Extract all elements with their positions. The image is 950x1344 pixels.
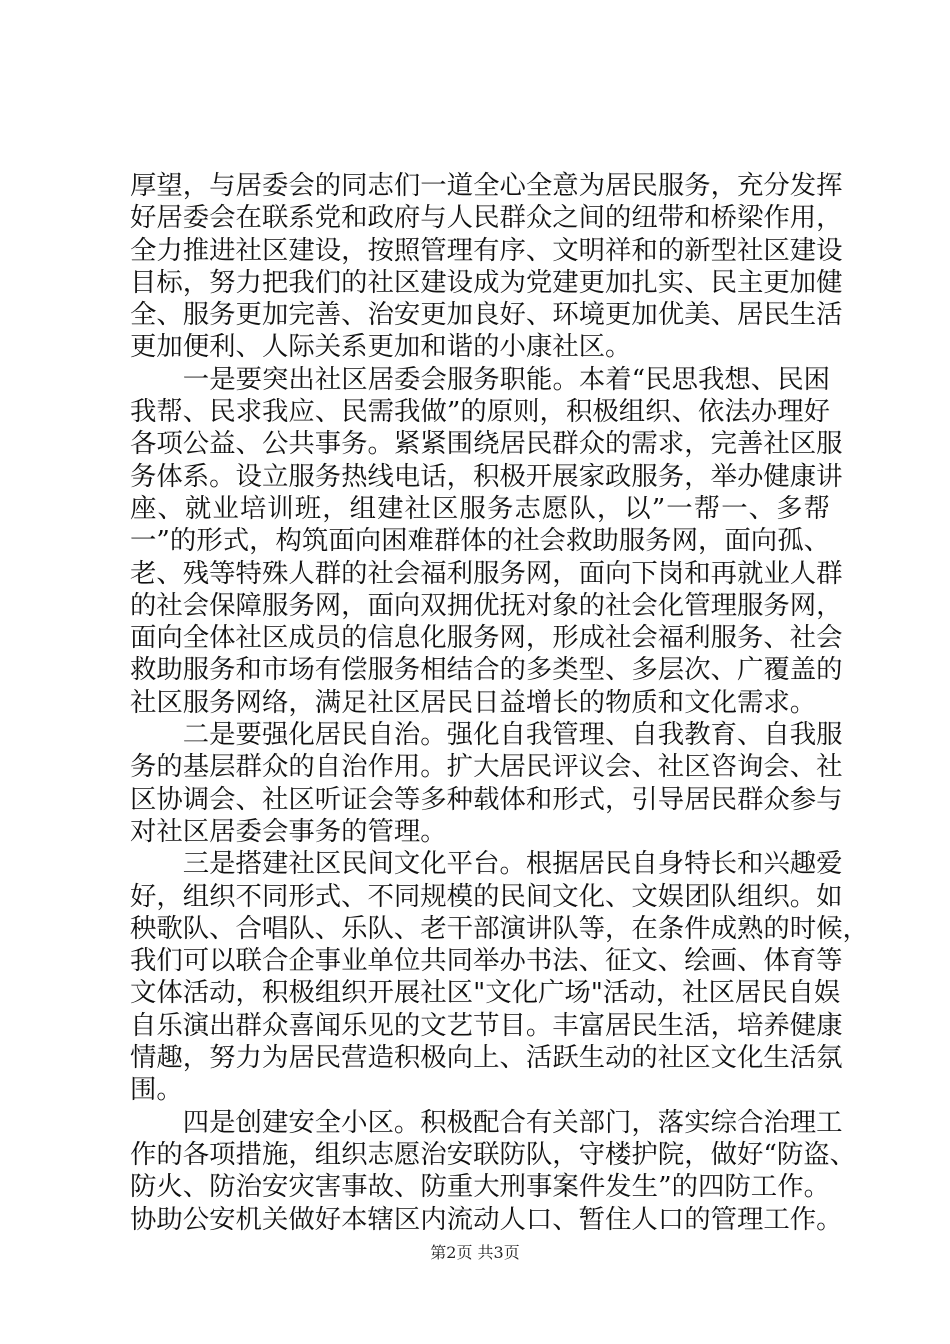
text-line: 我们可以联合企事业单位共同举办书法、征文、绘画、体育等	[130, 945, 843, 977]
body-text	[130, 170, 869, 1236]
text-line: 对社区居委会事务的管理。	[130, 815, 447, 847]
text-line: 秧歌队、合唱队、乐队、老干部演讲队等，在条件成熟的时候，	[130, 912, 869, 944]
text-line: 作的各项措施，组织志愿治安联防队，守楼护院，做好“防盗、	[130, 1138, 857, 1170]
text-line: 务体系。设立服务热线电话，积极开展家政服务，举办健康讲	[130, 460, 843, 492]
text-line: 二是要强化居民自治。强化自我管理、自我教育、自我服	[130, 719, 843, 751]
text-line: 目标，努力把我们的社区建设成为党建更加扎实、民主更加健	[130, 266, 843, 298]
text-line: 一”的形式，构筑面向困难群体的社会救助服务网，面向孤、	[130, 525, 830, 557]
text-line: 救助服务和市场有偿服务相结合的多类型、多层次、广覆盖的	[130, 654, 843, 686]
text-line: 老、残等特殊人群的社会福利服务网，面向下岗和再就业人群	[130, 557, 843, 589]
text-line: 各项公益、公共事务。紧紧围绕居民群众的需求，完善社区服	[130, 428, 843, 460]
text-line: 文体活动，积极组织开展社区"文化广场"活动，社区居民自娱	[130, 977, 841, 1009]
text-line: 务的基层群众的自治作用。扩大居民评议会、社区咨询会、社	[130, 751, 843, 783]
text-line: 座、就业培训班，组建社区服务志愿队，以”一帮一、多帮	[130, 492, 830, 524]
text-line: 区协调会、社区听证会等多种载体和形式，引导居民群众参与	[130, 783, 843, 815]
text-line: 三是搭建社区民间文化平台。根据居民自身特长和兴趣爱	[130, 848, 843, 880]
text-line: 情趣，努力为居民营造积极向上、活跃生动的社区文化生活氛	[130, 1042, 843, 1074]
text-line: 防火、防治安灾害事故、防重大刑事案件发生”的四防工作。	[130, 1171, 830, 1203]
text-line: 四是创建安全小区。积极配合有关部门，落实综合治理工	[130, 1106, 843, 1138]
text-line: 社区服务网络，满足社区居民日益增长的物质和文化需求。	[130, 686, 817, 718]
text-line: 一是要突出社区居委会服务职能。本着“民思我想、民困	[130, 363, 830, 395]
text-line: 自乐演出群众喜闻乐见的文艺节目。丰富居民生活，培养健康	[130, 1009, 843, 1041]
text-line: 面向全体社区成员的信息化服务网，形成社会福利服务、社会	[130, 622, 843, 654]
text-line: 围。	[130, 1074, 183, 1106]
text-line: 的社会保障服务网，面向双拥优抚对象的社会化管理服务网，	[130, 589, 843, 621]
text-line: 全、服务更加完善、治安更加良好、环境更加优美、居民生活	[130, 299, 843, 331]
text-line: 全力推进社区建设，按照管理有序、文明祥和的新型社区建设	[130, 234, 843, 266]
text-line: 更加便利、人际关系更加和谐的小康社区。	[130, 331, 632, 363]
text-line: 协助公安机关做好本辖区内流动人口、暂住人口的管理工作。	[130, 1203, 843, 1235]
text-line: 好，组织不同形式、不同规模的民间文化、文娱团队组织。如	[130, 880, 843, 912]
text-line: 我帮、民求我应、民需我做”的原则，积极组织、依法办理好	[130, 396, 830, 428]
page-footer: 第2页 共3页	[430, 1243, 520, 1262]
text-line: 厚望，与居委会的同志们一道全心全意为居民服务，充分发挥	[130, 170, 843, 201]
text-line: 好居委会在联系党和政府与人民群众之间的纽带和桥梁作用，	[130, 202, 843, 234]
